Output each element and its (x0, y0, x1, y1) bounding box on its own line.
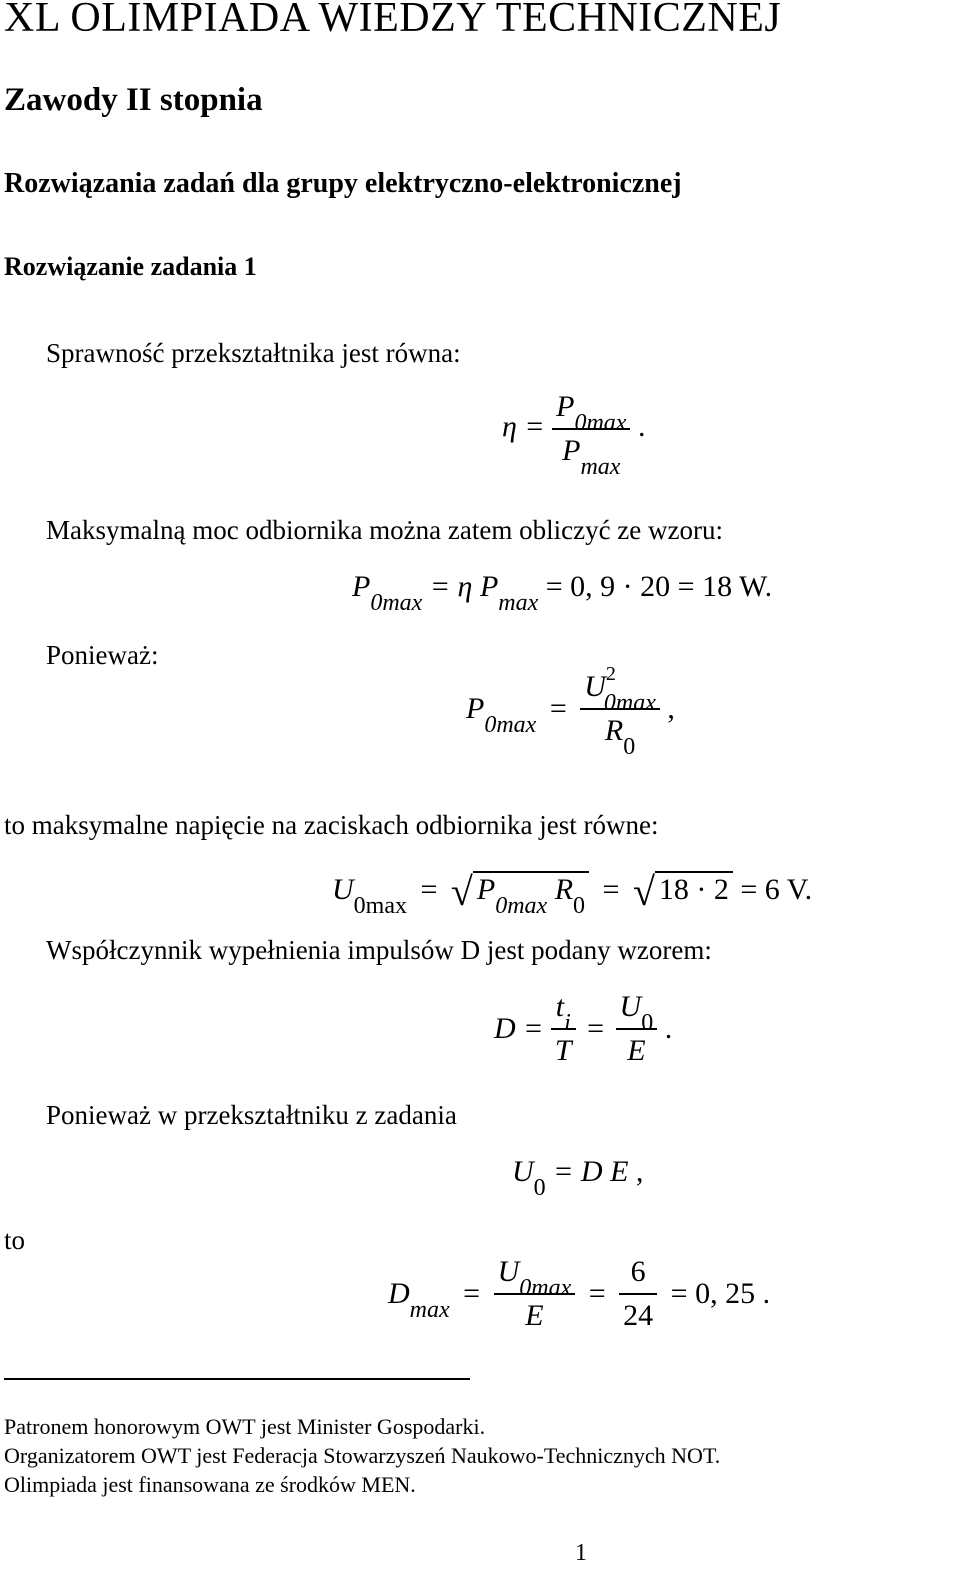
sqrt-icon: √ (450, 869, 473, 914)
eq3-p-sub: 0max (484, 712, 537, 738)
eq3-den: R (604, 714, 624, 747)
eq6-u: U (512, 1155, 534, 1188)
paragraph-converter: Ponieważ w przekształtniku z zadania (46, 1100, 457, 1130)
eq4-u: U (332, 873, 354, 906)
footer-line-1: Patronem honorowym OWT jest Minister Gospodarki. (4, 1414, 486, 1439)
eq7-den1: E (525, 1299, 544, 1332)
eq5-den2: E (627, 1034, 646, 1067)
eq4-rad-p-sub: 0max (495, 893, 548, 919)
equation-max-voltage (332, 862, 813, 919)
eq4-radicand (473, 871, 589, 919)
equation-max-duty (388, 1255, 770, 1333)
eq3-num-sub: 0max (603, 690, 656, 716)
sqrt-icon: √ (632, 869, 655, 914)
eq7-num2: 6 (630, 1255, 646, 1288)
eq5-fraction-1 (551, 990, 576, 1068)
eq5-num2-sub: 0 (641, 1010, 654, 1036)
eq7-num1: U (497, 1255, 520, 1288)
footer-line-3: Olimpiada jest finansowana ze środków MEN. (4, 1472, 416, 1497)
eq4-rad-p: P (476, 873, 496, 906)
eq7-fraction-1 (494, 1255, 576, 1333)
eq5-num1-sub: i (564, 1010, 571, 1036)
eq6-rhs: = D E , (553, 1155, 644, 1188)
eq7-d-sub: max (409, 1297, 450, 1323)
paragraph-efficiency: Sprawność przekształtnika jest równa: (46, 338, 461, 368)
task-heading: Rozwiązanie zadania 1 (4, 252, 257, 281)
eq1-end: . (637, 409, 646, 443)
eq7-equals: = (463, 1277, 481, 1310)
equation-max-power (352, 570, 773, 616)
eq4-rad-r-sub: 0 (573, 893, 586, 919)
eq5-fraction-2 (616, 990, 658, 1068)
eq5-den1: T (554, 1034, 572, 1067)
paragraph-duty-cycle: Współczynnik wypełnienia impulsów D jest podany wzorem: (46, 935, 712, 965)
footer-line-2: Organizatorem OWT jest Federacja Stowarzyszeń Naukowo-Technicznych NOT. (4, 1443, 721, 1468)
eq3-num: U (584, 670, 606, 703)
eq1-lhs: η = (502, 409, 545, 443)
eq4-rad-r: R (554, 873, 574, 906)
eq2-p-sub: 0max (370, 590, 423, 616)
eq7-end: = 0, 25 . (670, 1277, 771, 1310)
eq5-equals: = (587, 1012, 605, 1045)
eq1-den: P (562, 434, 581, 467)
eq3-den-sub: 0 (623, 734, 636, 760)
footnote-rule (4, 1378, 470, 1380)
paragraph-therefore: to (4, 1225, 26, 1255)
eq4-radicand-2: 18 · 2 (655, 871, 733, 907)
eq5-end: . (664, 1012, 673, 1045)
eq2-result: = 0, 9 · 20 = 18 W. (545, 570, 773, 603)
eq4-mid-equals: = (602, 873, 620, 906)
section-heading: Rozwiązania zadań dla grupy elektryczno-elektronicznej (4, 168, 682, 199)
page-number: 1 (575, 1540, 587, 1566)
eq7-d: D (388, 1277, 410, 1310)
eq7-fraction-2 (619, 1255, 657, 1333)
eq3-num-sup: 2 (605, 663, 616, 685)
equation-output-voltage (512, 1155, 644, 1201)
eq1-den-sub: max (580, 454, 621, 480)
eq3-p: P (466, 692, 485, 725)
paragraph-because: Ponieważ: (46, 640, 159, 670)
eq2-eta-p-sub: max (498, 590, 539, 616)
eq5-num2: U (619, 990, 642, 1023)
eq7-equals-2: = (588, 1277, 606, 1310)
eq1-fraction (552, 390, 630, 480)
equation-power-voltage (466, 663, 675, 760)
equation-duty-cycle (494, 990, 672, 1068)
eq3-fraction (580, 663, 660, 760)
eq1-num: P (556, 390, 575, 423)
eq3-equals: = (549, 692, 567, 725)
eq2-eta-p: = η P (429, 570, 499, 603)
eq4-equals: = (420, 873, 438, 906)
eq7-den2: 24 (619, 1293, 657, 1333)
paragraph-max-power: Maksymalną moc odbiornika można zatem obliczyć ze wzoru: (46, 515, 724, 545)
eq3-end: , (667, 692, 675, 725)
document-subtitle: Zawody II stopnia (4, 82, 263, 118)
eq6-u-sub: 0 (533, 1175, 546, 1201)
eq1-num-sub: 0max (574, 410, 627, 436)
equation-efficiency (502, 390, 646, 480)
eq5-num1: t (555, 990, 565, 1023)
eq2-p: P (352, 570, 371, 603)
eq7-num1-sub: 0max (519, 1275, 572, 1301)
eq4-u-sub: 0max (353, 893, 407, 919)
document-title: XL OLIMPIADA WIEDZY TECHNICZNEJ (4, 0, 782, 41)
eq5-lhs: D = (494, 1012, 544, 1045)
eq4-end: = 6 V. (740, 873, 813, 906)
paragraph-max-voltage: to maksymalne napięcie na zaciskach odbiornika jest równe: (4, 810, 659, 840)
